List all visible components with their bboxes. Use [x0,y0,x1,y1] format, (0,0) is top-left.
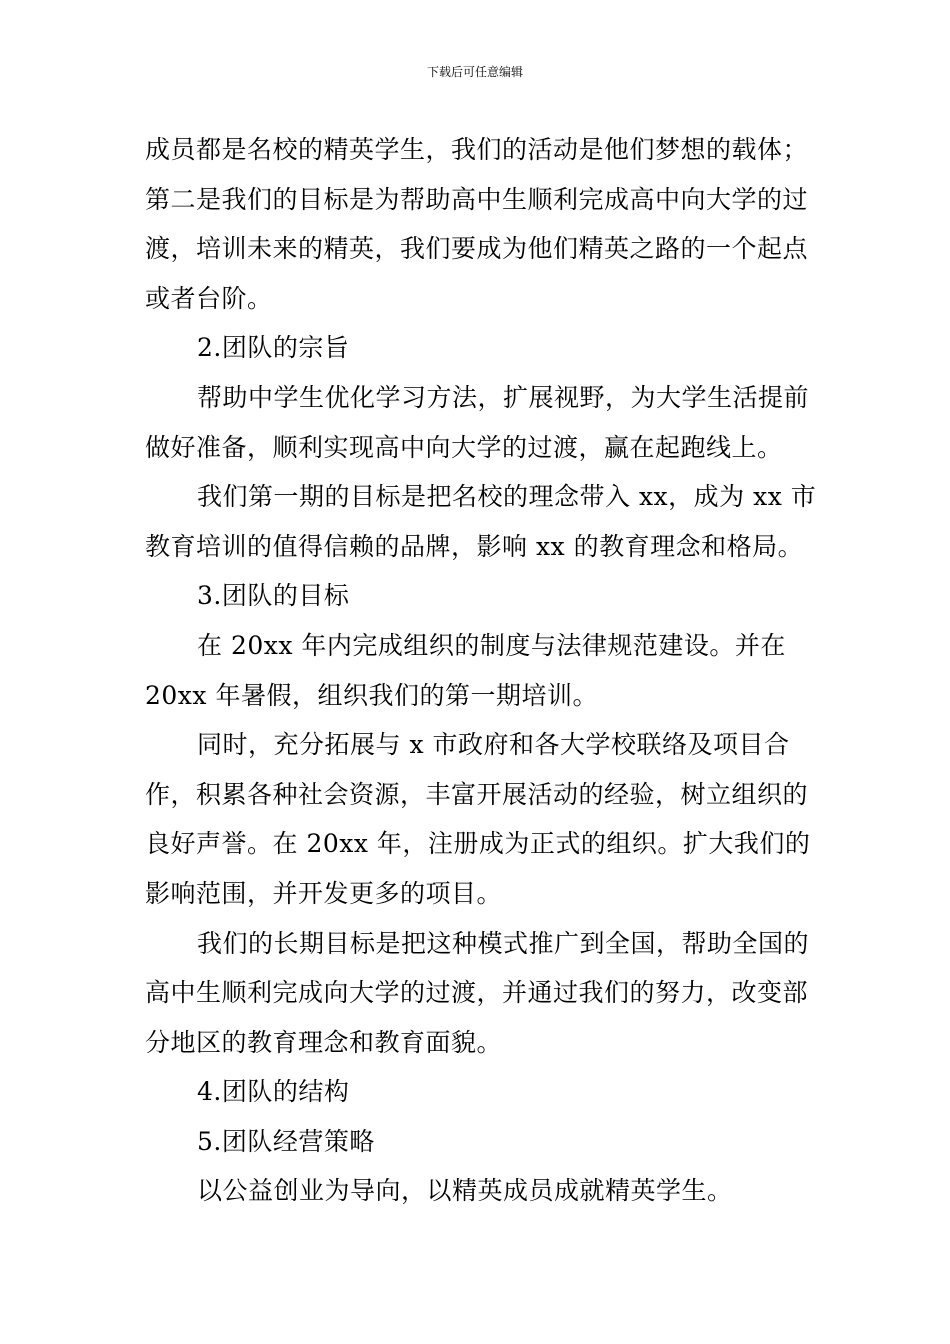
section-heading-structure: 4.团队的结构 [197,1077,350,1107]
paragraph-goals-timeline: 在 20xx 年内完成组织的制度与法律规范建设。并在 20xx 年暑假，组织我们的第一期培训。 [145,630,795,710]
paragraph-goals-expansion: 同时，充分拓展与 x 市政府和各大学校联络及项目合作，积累各种社会资源，丰富开展活动的经验，树立组织的良好声誉。在 20xx 年，注册成为正式的组织。扩大我们的影响范围，并开发更多的项目。 [145,730,811,908]
paragraph-strategy: 以公益创业为导向，以精英成员成就精英学生。 [197,1176,733,1206]
page-header-note: 下载后可任意编辑 [426,65,523,79]
paragraph-continuation: 成员都是名校的精英学生，我们的活动是他们梦想的载体；第二是我们的目标是为帮助高中生顺利完成高中向大学的过渡，培训未来的精英，我们要成为他们精英之路的一个起点或者台阶。 [145,135,809,313]
paragraph-purpose: 帮助中学生优化学习方法，扩展视野，为大学生活提前做好准备，顺利实现高中向大学的过渡，赢在起跑线上。 [145,382,810,462]
section-heading-goals: 3.团队的目标 [197,581,350,611]
paragraph-first-phase-goal: 我们第一期的目标是把名校的理念带入 xx，成为 xx 市教育培训的值得信赖的品牌，影响 xx 的教育理念和格局。 [145,482,817,561]
section-heading-strategy: 5.团队经营策略 [197,1126,375,1156]
document-body [145,125,817,1216]
paragraph-long-term-goal: 我们的长期目标是把这种模式推广到全国，帮助全国的高中生顺利完成向大学的过渡，并通过我们的努力，改变部分地区的教育理念和教育面貌。 [145,928,810,1057]
section-heading-purpose: 2.团队的宗旨 [197,333,350,363]
